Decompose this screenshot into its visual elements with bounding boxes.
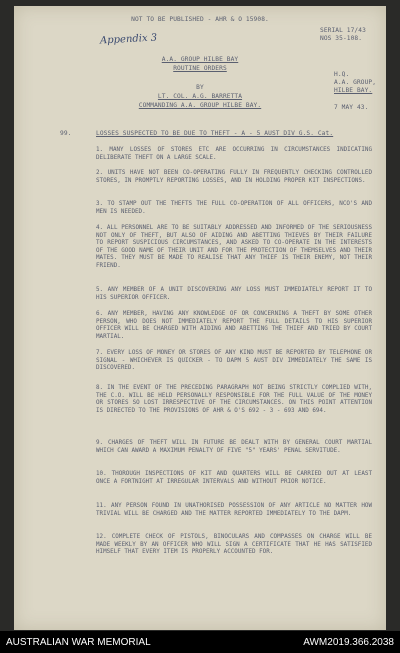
paragraph-5: 5. ANY MEMBER OF A UNIT DISCOVERING ANY LOSS MUST IMMEDIATELY REPORT IT TO HIS SUPERIOR OFFICER. — [96, 287, 372, 301]
paragraph-8: 8. IN THE EVENT OF THE PRECEDING PARAGRAPH NOT BEING STRICTLY COMPLIED WITH, THE C.O. WILL BE HELD PERSONALLY RESPONSIBLE FOR THE FULL VALUE OF THE MONEY OR STORES SO LOST IRRESPECTIVE OF THE CIRCUMSTANCES. ON THIS POINT ATTENTION IS DIRECTED TO THE PROVISIONS OF AHR & O'S 692 - 3 - 693 AND 694. — [96, 385, 372, 414]
archive-footer — [0, 631, 400, 653]
paragraph-4: 4. ALL PERSONNEL ARE TO BE SUITABLY ADDRESSED AND INFORMED OF THE SERIOUSNESS NOT ONLY OF THEFT, BUT ALSO OF AIDING AND ABETTING THIEVES BY THEIR FAILURE TO REPORT SUSPICIOUS CIRCUMSTANCES, AND ASKED TO CO-OPERATE IN THE INTERESTS OF THE GOOD NAME OF THEIR UNIT AND FOR THE PROTECTION OF THEMSELVES AND THEIR MATES. THEY MUST BE MADE TO REALISE THAT ANY THIEF IS THEIR ENEMY, NOT THEIR FRIEND. — [96, 225, 372, 269]
paragraph-12: 12. COMPLETE CHECK OF PISTOLS, BINOCULARS AND COMPASSES ON CHARGE WILL BE MADE WEEKLY BY AN OFFICER WHO WILL SIGN A CERTIFICATE THAT HE HAS SATISFIED HIMSELF THAT EVERY ITEM IS PROPERLY ACCOUNTED FOR. — [96, 534, 372, 555]
title-line-1: A.A. GROUP HILBE BAY — [161, 56, 239, 63]
paragraph-9: 9. CHARGES OF THEFT WILL IN FUTURE BE DEALT WITH BY GENERAL COURT MARTIAL WHICH CAN AWARD A MAXIMUM PENALTY OF FIVE "5" YEARS' PENAL SERVITUDE. — [96, 440, 372, 454]
paragraph-10: 10. THOROUGH INSPECTIONS OF KIT AND QUARTERS WILL BE CARRIED OUT AT LEAST ONCE A FORTNIGHT AT IRREGULAR INTERVALS AND WITHOUT PRIOR NOTICE. — [96, 471, 372, 485]
from-line-1: H.Q. — [334, 71, 350, 78]
handwritten-note: Appendix 3 — [99, 32, 158, 47]
paragraph-2: 2. UNITS HAVE NOT BEEN CO-OPERATING FULLY IN FREQUENTLY CHECKING CONTROLLED STORES, IN PROMPTLY REPORTING LOSSES, AND IN HOLDING PROPER KIT INSPECTIONS. — [96, 170, 372, 184]
security-line: NOT TO BE PUBLISHED - AHR & O 15908. — [131, 16, 269, 23]
officer-name: LT. COL. A.G. BARRETTA — [157, 93, 243, 100]
paragraph-1: 1. MANY LOSSES OF STORES ETC ARE OCCURRING IN CIRCUMSTANCES INDICATING DELIBERATE THEFT ON A LARGE SCALE. — [96, 147, 372, 161]
officer-role: COMMANDING A.A. GROUP HILBE BAY. — [138, 102, 262, 109]
title-line-2: ROUTINE ORDERS — [173, 65, 227, 72]
paragraph-3: 3. TO STAMP OUT THE THEFTS THE FULL CO-OPERATION OF ALL OFFICERS, NCO'S AND MEN IS NEEDED. — [96, 201, 372, 215]
from-line-3: HILBE BAY. — [334, 87, 373, 94]
paragraph-11: 11. ANY PERSON FOUND IN UNATHORISED POSSESSION OF ANY ARTICLE NO MATTER HOW TRIVIAL WILL BE CHARGED AND THE MATTER REPORTED IMMEDIATELY TO THE DAPM. — [96, 503, 372, 517]
serial-number: SERIAL 17/43 — [320, 27, 366, 34]
order-heading: LOSSES SUSPECTED TO BE DUE TO THEFT - A - 5 AUST DIV G.S. Cat. — [96, 130, 334, 137]
paragraph-6: 6. ANY MEMBER, HAVING ANY KNOWLEDGE OF OR CONCERNING A THEFT BY SOME OTHER PERSON, WHO DOES NOT IMMEDIATELY REPORT THE FULL DETAILS TO HIS SUPERIOR OFFICER WILL BE CHARGED WITH AIDING AND ABETTING THE THIEF AND TRIED BY COURT MARTIAL. — [96, 311, 372, 340]
order-range: NOS 35-108. — [320, 35, 363, 42]
institution-name: AUSTRALIAN WAR MEMORIAL — [6, 636, 151, 648]
archive-reference: AWM2019.366.2038 — [303, 636, 394, 648]
order-number: 99. — [60, 130, 72, 137]
document-date: 7 MAY 43. — [334, 104, 369, 111]
document-page — [14, 6, 386, 630]
from-line-2: A.A. GROUP, — [334, 79, 377, 86]
paragraph-7: 7. EVERY LOSS OF MONEY OR STORES OF ANY KIND MUST BE REPORTED BY TELEPHONE OR SIGNAL - WHICHEVER IS QUICKER - TO DAPM 5 AUST DIV IMMEDIATELY THE SAME IS DISCOVERED. — [96, 350, 372, 371]
by-line: BY — [196, 84, 204, 91]
